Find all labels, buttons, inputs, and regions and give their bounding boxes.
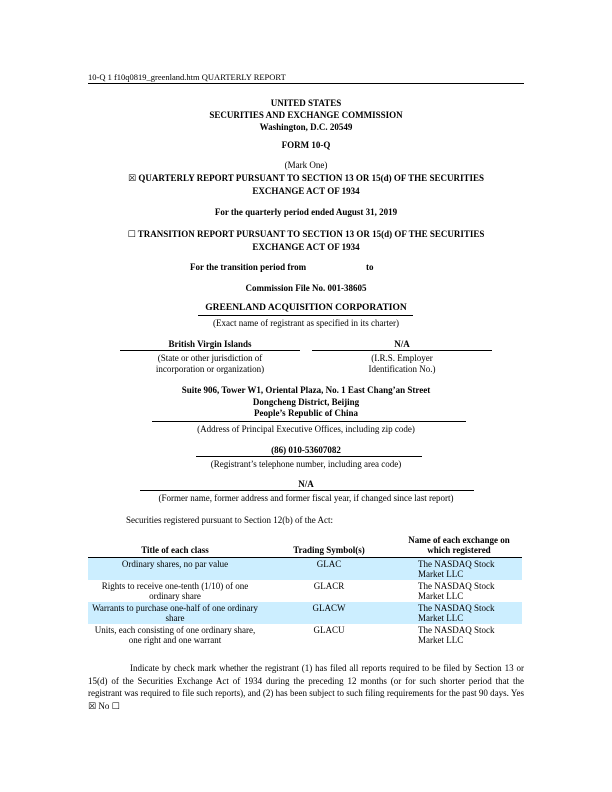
quarterly-line1: QUARTERLY REPORT PURSUANT TO SECTION 13 OR 15(d) OF THE SECURITIES xyxy=(138,173,484,183)
former-name-caption: (Former name, former address and former fiscal year, if changed since last report) xyxy=(158,493,454,503)
class-title: Rights to receive one-tenth (1/10) of one ordinary share xyxy=(101,581,249,601)
jurisdiction-caption xyxy=(120,353,300,375)
transition-line1: TRANSITION REPORT PURSUANT TO SECTION 13 OR 15(d) OF THE SECURITIES xyxy=(137,229,485,239)
class-title: Warrants to purchase one-half of one ordinary share xyxy=(88,602,262,624)
header-title-of-class: Title of each class xyxy=(88,535,262,558)
securities-intro: Securities registered pursuant to Section 12(b) of the Act: xyxy=(126,515,333,525)
mark-one: (Mark One) xyxy=(284,160,328,170)
agency-line: SECURITIES AND EXCHANGE COMMISSION xyxy=(209,110,403,120)
form-title: FORM 10-Q xyxy=(281,140,331,150)
irs-value: N/A xyxy=(394,339,410,349)
file-title: 10-Q 1 f10q0819_greenland.htm QUARTERLY REPORT xyxy=(88,72,286,82)
transition-period-to: to xyxy=(366,262,374,272)
yes-label: Yes xyxy=(510,688,524,698)
table-row xyxy=(88,580,522,602)
irs-caption-line2: Identification No.) xyxy=(368,364,436,374)
exchange-name: The NASDAQ Stock Market LLC xyxy=(396,602,522,624)
agency-heading xyxy=(88,97,524,133)
exchange-name: The NASDAQ Stock Market LLC xyxy=(418,625,495,645)
document-header-line xyxy=(88,72,524,82)
jurisdiction-rule xyxy=(120,350,300,351)
executive-office-address xyxy=(88,385,524,420)
quarterly-checkbox: ☒ xyxy=(128,174,137,184)
trading-symbol: GLACU xyxy=(313,625,345,635)
trading-symbol: GLAC xyxy=(262,558,396,581)
filing-compliance-text: Indicate by check mark whether the registrant (1) has filed all reports required to be filed by Section 13 or 15(d) of the Securities Exchange Act of 1934 during the preceding 12 months (or for such shorter period that the registrant was required to file such reports), and (2) has been subject to such filing requirements for the past 90 days. xyxy=(88,663,524,698)
irs-rule xyxy=(312,350,492,351)
filing-compliance-paragraph xyxy=(88,662,524,713)
trading-symbol: GLACR xyxy=(313,581,345,591)
commission-file-number: Commission File No. 001-38605 xyxy=(245,283,367,293)
irs-caption-line1: (I.R.S. Employer xyxy=(371,353,433,363)
irs-caption xyxy=(312,353,492,375)
telephone-number: (86) 010-53607082 xyxy=(271,445,341,455)
trading-symbol: GLACW xyxy=(262,602,396,624)
jurisdiction-caption-line2: incorporation or organization) xyxy=(155,364,265,374)
telephone-rule xyxy=(196,456,422,457)
no-label: No xyxy=(98,700,110,711)
yes-checkbox: ☒ xyxy=(88,701,97,712)
address-caption: (Address of Principal Executive Offices, including zip code) xyxy=(197,424,415,434)
exchange-name: The NASDAQ Stock Market LLC xyxy=(418,581,495,601)
securities-table-header xyxy=(88,535,522,558)
registrant-name-caption: (Exact name of registrant as specified in its charter) xyxy=(213,318,399,328)
quarterly-line2: EXCHANGE ACT OF 1934 xyxy=(252,186,360,196)
table-row xyxy=(88,624,522,646)
address-line1: Suite 906, Tower W1, Oriental Plaza, No. 1 East Chang’an Street xyxy=(181,385,431,395)
header-rule xyxy=(88,83,524,84)
address-rule xyxy=(152,421,466,422)
former-name-value: N/A xyxy=(298,479,314,489)
header-trading-symbol: Trading Symbol(s) xyxy=(262,535,396,558)
exchange-name: The NASDAQ Stock Market LLC xyxy=(396,558,522,581)
telephone-caption: (Registrant’s telephone number, including area code) xyxy=(210,459,402,469)
address-line2: Dongcheng District, Beijing xyxy=(252,396,360,407)
no-checkbox: ☐ xyxy=(111,701,120,712)
securities-table xyxy=(88,535,522,646)
former-name-rule xyxy=(140,490,474,491)
transition-line2: EXCHANGE ACT OF 1934 xyxy=(252,242,360,252)
header-exchange xyxy=(396,535,522,558)
address-line3: People’s Republic of China xyxy=(254,408,358,418)
quarterly-period: For the quarterly period ended August 31, 2019 xyxy=(214,207,398,217)
city-line: Washington, D.C. 20549 xyxy=(259,122,353,132)
table-row xyxy=(88,602,522,624)
header-exchange-line1: Name of each exchange on xyxy=(408,535,510,545)
transition-period-label: For the transition period from xyxy=(190,262,307,272)
class-title: Ordinary shares, no par value xyxy=(88,558,262,581)
jurisdiction-value: British Virgin Islands xyxy=(168,339,252,349)
class-title: Units, each consisting of one ordinary share, one right and one warrant xyxy=(94,625,256,645)
quarterly-report-option xyxy=(88,172,524,197)
table-row xyxy=(88,558,522,581)
header-exchange-line2: which registered xyxy=(427,545,491,555)
registrant-name: GREENLAND ACQUISITION CORPORATION xyxy=(205,303,407,313)
country-line: UNITED STATES xyxy=(270,98,342,108)
transition-checkbox: ☐ xyxy=(127,230,136,240)
jurisdiction-caption-line1: (State or other jurisdiction of xyxy=(157,353,263,363)
transition-report-option xyxy=(88,228,524,253)
registrant-name-rule xyxy=(198,315,413,316)
